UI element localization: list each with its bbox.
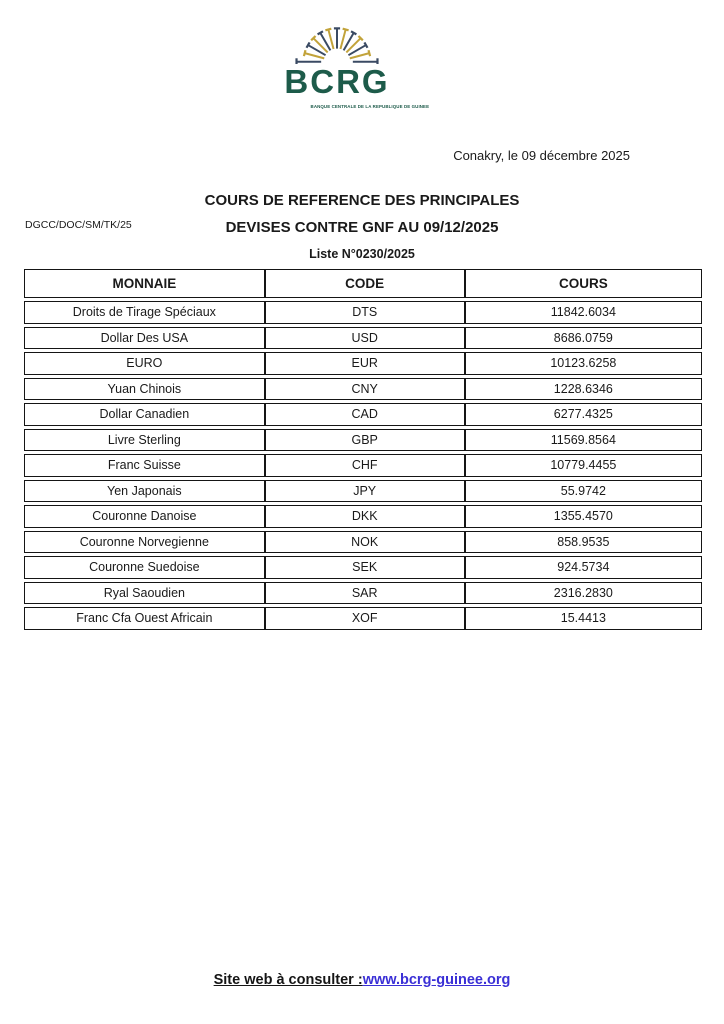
currency-rate: 1355.4570 [465, 505, 702, 528]
currency-rate: 11569.8564 [465, 429, 702, 452]
currency-code: DTS [265, 301, 465, 324]
currency-rate: 10779.4455 [465, 454, 702, 477]
currency-code: SAR [265, 582, 465, 605]
logo-wordmark: BCRG [284, 63, 390, 100]
currency-code: USD [265, 327, 465, 350]
currency-code: EUR [265, 352, 465, 375]
table-row [24, 454, 702, 477]
table-row [24, 582, 702, 605]
table-row [24, 301, 702, 324]
rates-table [24, 266, 702, 633]
currency-rate: 55.9742 [465, 480, 702, 503]
currency-rate: 11842.6034 [465, 301, 702, 324]
footer-label: Site web à consulter : [213, 972, 363, 988]
currency-name: Livre Sterling [24, 429, 265, 452]
site-footer [0, 972, 724, 988]
column-header-cours: COURS [465, 269, 702, 298]
rates-table-wrapper [24, 266, 702, 633]
currency-name: Couronne Danoise [24, 505, 265, 528]
currency-name: Droits de Tirage Spéciaux [24, 301, 265, 324]
currency-name: Dollar Des USA [24, 327, 265, 350]
currency-code: XOF [265, 607, 465, 630]
currency-name: Ryal Saoudien [24, 582, 265, 605]
website-link[interactable]: www.bcrg-guinee.org [362, 972, 511, 988]
currency-code: CHF [265, 454, 465, 477]
logo-tagline: BANQUE CENTRALE DE LA REPUBLIQUE DE GUINEE [310, 104, 430, 109]
currency-code: JPY [265, 480, 465, 503]
document-title-line1: COURS DE REFERENCE DES PRINCIPALES [204, 192, 520, 209]
table-header-row [24, 269, 702, 298]
dateline: Conakry, le 09 décembre 2025 [453, 148, 630, 163]
title-block [0, 192, 724, 261]
currency-code: CNY [265, 378, 465, 401]
table-row [24, 607, 702, 630]
currency-code: DKK [265, 505, 465, 528]
logo-rays-icon [293, 20, 381, 64]
table-row [24, 480, 702, 503]
currency-code: NOK [265, 531, 465, 554]
bcrg-logo [262, 20, 430, 109]
column-header-monnaie: MONNAIE [24, 269, 265, 298]
currency-name: Couronne Suedoise [24, 556, 265, 579]
currency-rate: 15.4413 [465, 607, 702, 630]
currency-rate: 2316.2830 [465, 582, 702, 605]
currency-name: EURO [24, 352, 265, 375]
currency-name: Yuan Chinois [24, 378, 265, 401]
table-row [24, 531, 702, 554]
currency-code: SEK [265, 556, 465, 579]
currency-name: Franc Cfa Ouest Africain [24, 607, 265, 630]
document-title-line2: DEVISES CONTRE GNF AU 09/12/2025 [225, 219, 499, 236]
currency-rate: 10123.6258 [465, 352, 702, 375]
currency-rate: 1228.6346 [465, 378, 702, 401]
currency-rate: 8686.0759 [465, 327, 702, 350]
table-row [24, 505, 702, 528]
table-row [24, 403, 702, 426]
reference-number: DGCC/DOC/SM/TK/25 [25, 219, 132, 231]
currency-name: Dollar Canadien [24, 403, 265, 426]
currency-name: Couronne Norvegienne [24, 531, 265, 554]
currency-name: Yen Japonais [24, 480, 265, 503]
table-row [24, 352, 702, 375]
currency-code: CAD [265, 403, 465, 426]
table-row [24, 327, 702, 350]
currency-rate: 924.5734 [465, 556, 702, 579]
currency-code: GBP [265, 429, 465, 452]
currency-name: Franc Suisse [24, 454, 265, 477]
table-row [24, 556, 702, 579]
currency-rate: 6277.4325 [465, 403, 702, 426]
list-number: Liste N°0230/2025 [309, 247, 415, 261]
table-row [24, 378, 702, 401]
currency-rate: 858.9535 [465, 531, 702, 554]
column-header-code: CODE [265, 269, 465, 298]
table-row [24, 429, 702, 452]
